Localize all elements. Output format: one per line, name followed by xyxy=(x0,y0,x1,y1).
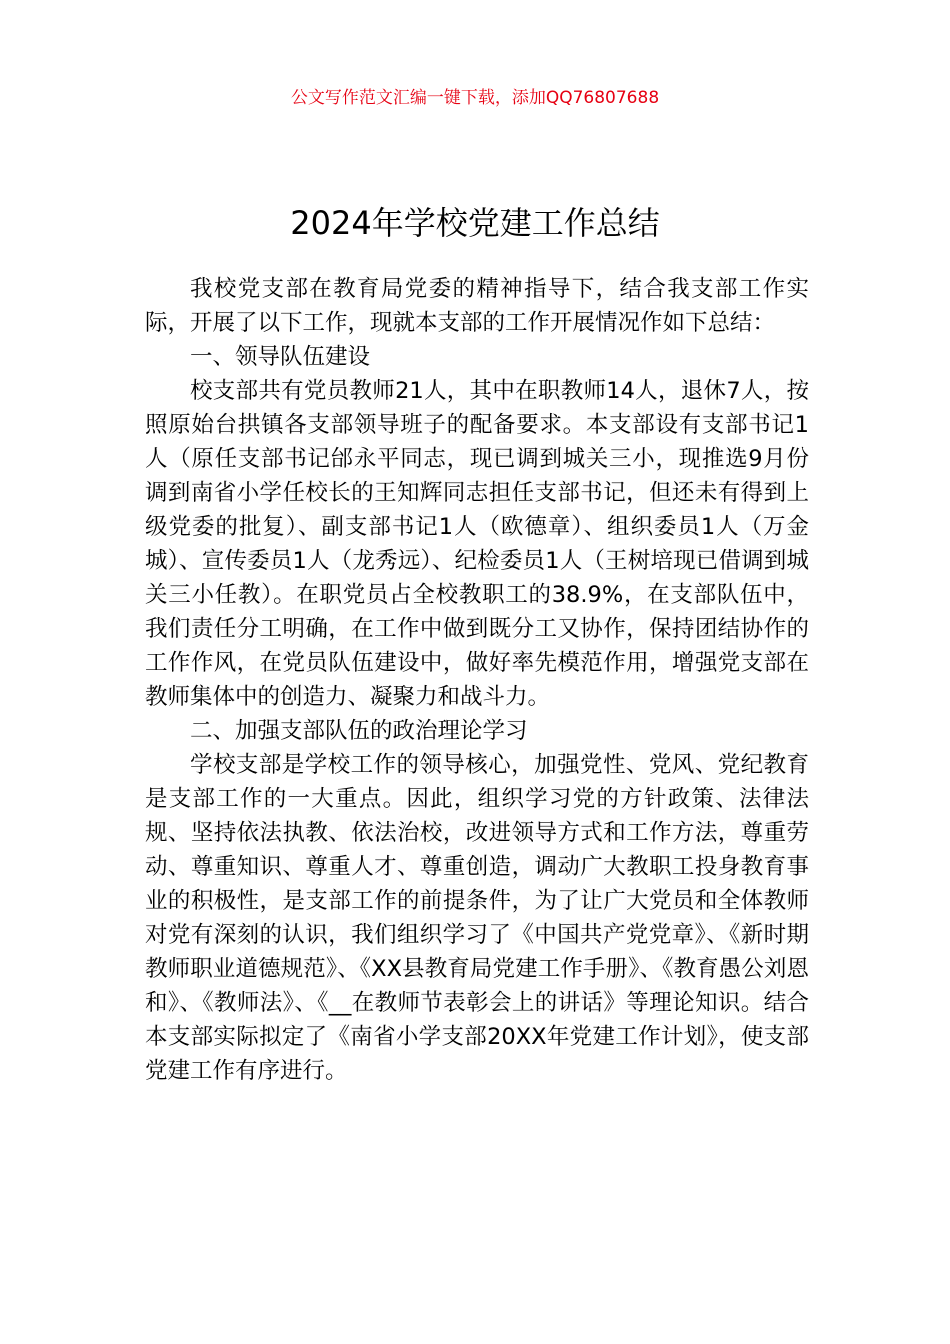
section-heading-1: 一、领导队伍建设 xyxy=(190,344,371,370)
document-body xyxy=(145,272,809,1088)
section-2-paragraph: 学校支部是学校工作的领导核心，加强党性、党风、党纪教育是支部工作的一大重点。因此，组织学习党的方针政策、法律法规、坚持依法执教、依法治校，改进领导方式和工作方法，尊重劳动、尊重知识、尊重人才、尊重创造，调动广大教职工投身教育事业的积极性，是支部工作的前提条件，为了让广大党员和全体教师对党有深刻的认识，我们组织学习了《中国共产党党章》、《新时期教师职业道德规范》、《XX县教育局党建工作手册》、《教育愚公刘恩和》、《教师法》、《__在教师节表彰会上的讲话》等理论知识。结合本支部实际拟定了《南省小学支部20XX年党建工作计划》，使支部党建工作有序进行。 xyxy=(145,752,809,1084)
document-title: 2024年学校党建工作总结 xyxy=(290,204,660,243)
section-heading-2: 二、加强支部队伍的政治理论学习 xyxy=(190,718,528,744)
section-1-paragraph: 校支部共有党员教师21人，其中在职教师14人，退休7人，按照原始台拱镇各支部领导班子的配备要求。本支部设有支部书记1人（原任支部书记邰永平同志，现已调到城关三小，现推选9月份调到南省小学任校长的王知辉同志担任支部书记，但还未有得到上级党委的批复）、副支部书记1人（欧德章）、组织委员1人（万金城）、宣传委员1人（龙秀远）、纪检委员1人（王树培现已借调到城关三小任教）。在职党员占全校教职工的38.9%，在支部队伍中，我们责任分工明确，在工作中做到既分工又协作，保持团结协作的工作作风，在党员队伍建设中，做好率先模范作用，增强党支部在教师集体中的创造力、凝聚力和战斗力。 xyxy=(145,378,809,710)
intro-paragraph: 我校党支部在教育局党委的精神指导下，结合我支部工作实际，开展了以下工作，现就本支部的工作开展情况作如下总结： xyxy=(145,276,809,336)
promo-banner: 公文写作范文汇编一键下载，添加QQ76807688 xyxy=(290,88,660,108)
